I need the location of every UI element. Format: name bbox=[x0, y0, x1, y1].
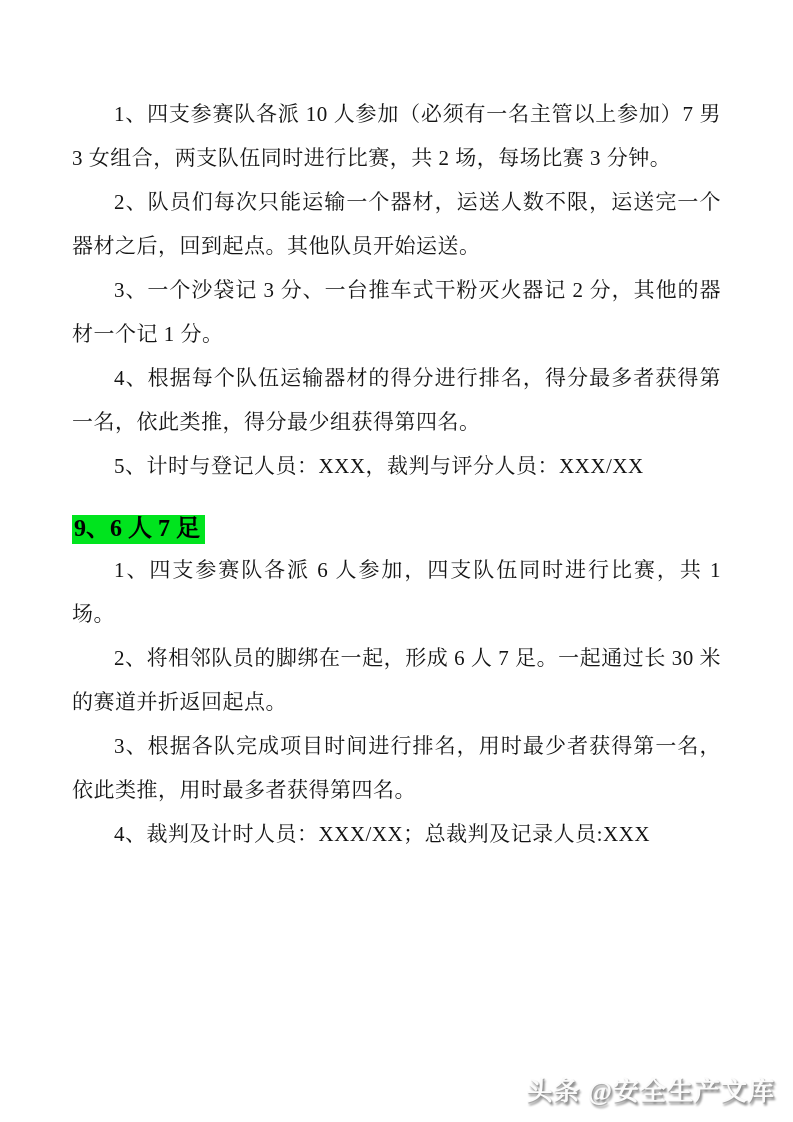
rule-item: 3、一个沙袋记 3 分、一台推车式干粉灭火器记 2 分，其他的器材一个记 1 分。 bbox=[72, 278, 721, 346]
rule-item: 5、计时与登记人员：XXX，裁判与评分人员：XXX/XX bbox=[114, 454, 644, 478]
section-heading-six-people-seven-legs bbox=[72, 512, 721, 546]
watermark: 头条 @安全生产文库 bbox=[526, 1077, 775, 1106]
rule-item: 1、四支参赛队各派 10 人参加（必须有一名主管以上参加）7 男 3 女组合，两支队伍同时进行比赛，共 2 场，每场比赛 3 分钟。 bbox=[72, 102, 721, 170]
rule-item: 4、根据每个队伍运输器材的得分进行排名，得分最多者获得第一名，依此类推，得分最少组获得第四名。 bbox=[72, 366, 721, 434]
highlighted-heading-text: 9、6 人 7 足 bbox=[72, 515, 205, 544]
rule-item: 2、队员们每次只能运输一个器材，运送人数不限，运送完一个器材之后，回到起点。其他队员开始运送。 bbox=[72, 190, 721, 258]
rule-item: 4、裁判及计时人员：XXX/XX；总裁判及记录人员:XXX bbox=[114, 822, 650, 846]
rule-item: 3、根据各队完成项目时间进行排名，用时最少者获得第一名，依此类推，用时最多者获得第四名。 bbox=[72, 734, 721, 802]
rule-item: 1、四支参赛队各派 6 人参加，四支队伍同时进行比赛，共 1 场。 bbox=[72, 558, 721, 626]
document-content bbox=[72, 92, 721, 856]
rule-item: 2、将相邻队员的脚绑在一起，形成 6 人 7 足。一起通过长 30 米的赛道并折返回起点。 bbox=[72, 646, 721, 714]
